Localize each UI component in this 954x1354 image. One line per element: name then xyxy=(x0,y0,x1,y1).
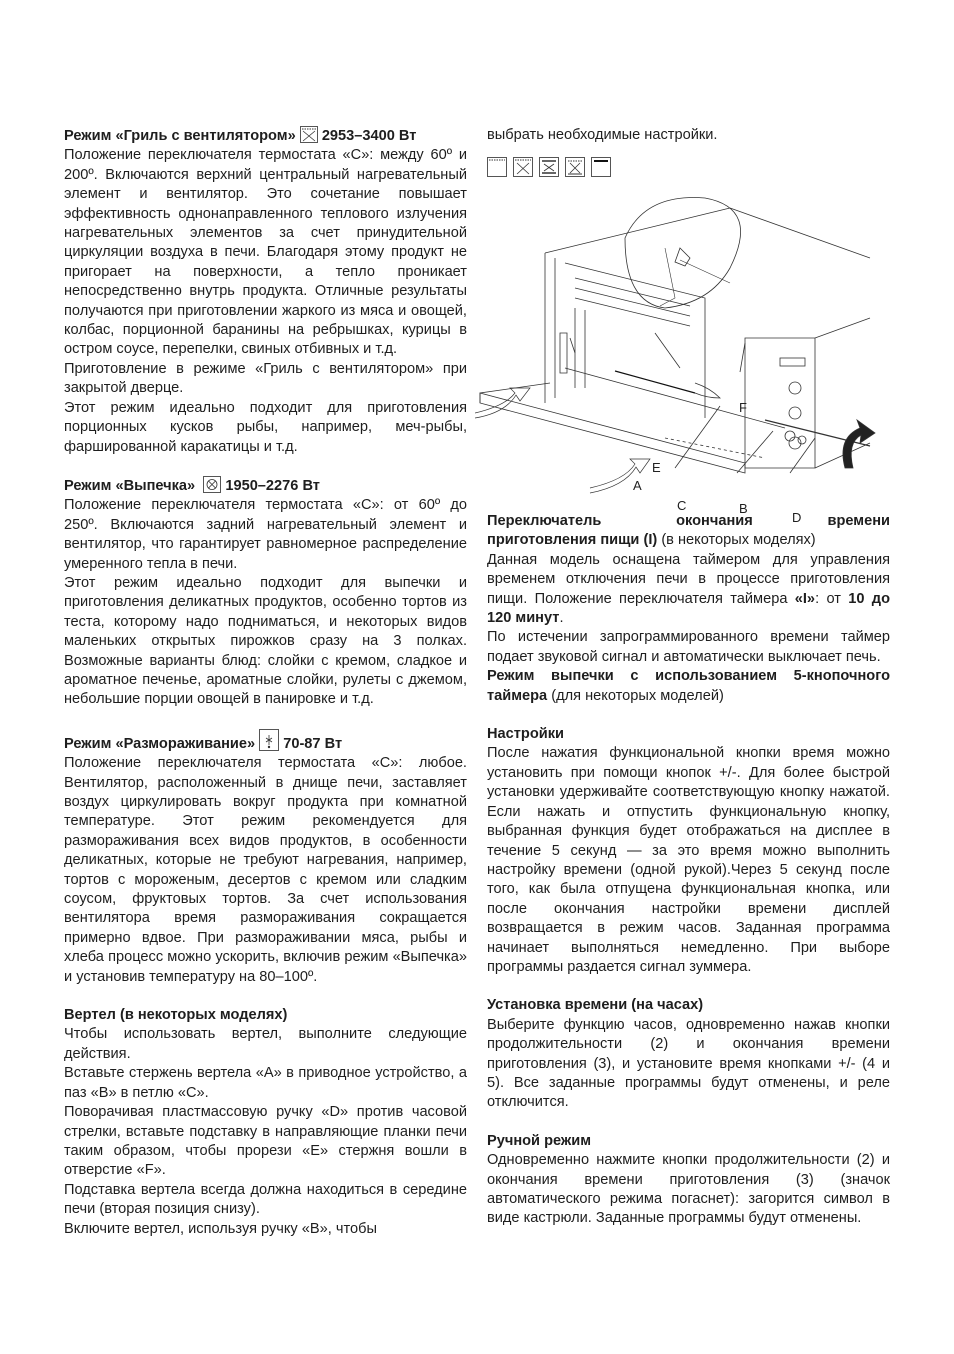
settings-heading: Настройки xyxy=(487,726,564,743)
left-column xyxy=(64,126,467,1239)
settings-text: После нажатия функциональной кнопки время можно установить при помощи кнопок +/-. Для более быстрой установки удерживайте соответствующую кнопку нажатой. Если нажать и отпустить функциональную кнопку, выбранная функция будет отображаться на дисплее в течение 5 секунд — за это время можно выполнить настройку времени (одной рукой).Через 5 секунд после того, как была отпущена функциональная кнопка, или после окончания настройки времени дисплей возвращается в режим часов. Заданная программа начинает выполняться немедленно. При выборе программы раздается сигнал зуммера. xyxy=(487,745,890,975)
baking-heading: Режим «Выпечка» 1950–2276 Вт xyxy=(64,477,320,494)
fan-grill-mode-icon xyxy=(513,157,533,177)
continuation-text: выбрать необходимые настройки. xyxy=(487,127,718,143)
label-F: F xyxy=(739,400,747,415)
bake-timer-heading: Режим выпечки с использованием 5-кнопочного таймера (для некоторых моделей) xyxy=(487,668,890,704)
timer-heading-line-1: Переключатель окончания времени xyxy=(487,513,890,529)
label-B: B xyxy=(739,501,748,516)
fan-bake-icon xyxy=(203,476,221,493)
rotisserie-text-3: Поворачивая пластмассовую ручку «D» против часовой стрелки, вставьте подставку в направляющие планки печи таким образом, чтобы прорези «E» стержня вошли в отверстие «F». xyxy=(64,1104,467,1179)
mode-icons-row xyxy=(487,157,890,183)
baking-text-2: Этот режим идеально подходит для выпечки и приготовления деликатных продуктов, особенно тортов из теста, которому надо подниматься, и некоторых видов маленьких открытых пирожков сразу на 3 полках. Возможные варианты блюд: слойки с кремом, сладкое и ароматное печенье, ароматные слойки, рулеты с джемом, небольшие порции овощей в панировке и т.д. xyxy=(64,574,467,708)
baking-text-1: Положение переключателя термостата «C»: от 60º до 250º. Включаются задний нагревательный элемент и вентилятор, что гарантирует равномерное распределение умеренного тепла в печи. xyxy=(64,497,467,572)
fan-grill-text-2: Приготовление в режиме «Гриль с вентилятором» при закрытой дверце. xyxy=(64,360,467,397)
clock-text: Выберите функцию часов, одновременно нажав кнопки продолжительности (2) и окончания времени приготовления (3), и установите время кнопками +/- (4 и 5). Все заданные программы будут отменены, и реле отключится. xyxy=(487,1016,890,1111)
timer-heading-line-2: приготовления пищи (I) (в некоторых моделях) xyxy=(487,532,816,549)
label-E: E xyxy=(652,460,661,475)
top-heat-icon xyxy=(487,157,507,177)
fan-grill-heading: Режим «Гриль с вентилятором» 2953–3400 Вт xyxy=(64,128,417,144)
rotisserie-diagram xyxy=(475,188,878,528)
grill-icon xyxy=(591,157,611,177)
fan-bottom-heat-icon xyxy=(565,157,585,177)
timer-text-1: Данная модель оснащена таймером для управления временем отключения печи в процессе приготовления пищи. Положение переключателя таймера «I»: от 10 до 120 минут. xyxy=(487,551,890,627)
rotisserie-heading: Вертел (в некоторых моделях) xyxy=(64,1007,288,1024)
bottom-top-heat-icon xyxy=(539,157,559,177)
defrost-text: Положение переключателя термостата «C»: любое. Вентилятор, расположенный в днище печи, заставляет воздух циркулировать вокруг продукта при комнатной температуре. Этот режим рекомендуется для размораживания всех видов продуктов, в особенности деликатных, которые не требуют нагревания, например, тортов с мороженым, десертов с кремом или сладким соусом, фруктовых тортов. За счет использования вентилятора время размораживания сокращается примерно вдвое. При размораживании мяса, рыбы и хлеба процесс можно ускорить, включив режим «Выпечка» и установив температуру на 80–100º. xyxy=(64,755,467,985)
defrost-icon xyxy=(259,729,279,751)
timer-text-2: По истечении запрограммированного времени таймер подает звуковой сигнал и автоматически выключает печь. xyxy=(487,629,890,665)
label-D: D xyxy=(792,510,802,525)
rotisserie-text-1: Чтобы использовать вертел, выполните следующие действия. xyxy=(64,1026,467,1062)
defrost-heading: Режим «Размораживание» 70-87 Вт xyxy=(64,729,467,754)
rotisserie-text-4: Подставка вертела всегда должна находиться в середине печи (вторая позиция снизу). xyxy=(64,1181,467,1218)
label-C: C xyxy=(677,498,687,513)
manual-text: Одновременно нажмите кнопки продолжительности (2) и окончания времени приготовления (3) (значок автоматического режима погаснет): загорится символ в виде кастрюли. Заданные программы будут отменены. xyxy=(487,1152,890,1227)
right-column-bottom xyxy=(487,512,890,1229)
fan-grill-text-3: Этот режим идеально подходит для приготовления порционных кусков рыбы, например, меч-рыбы, фаршированной каракатицы и т.д. xyxy=(64,399,467,455)
label-A: A xyxy=(633,478,642,493)
rotisserie-text-5: Включите вертел, используя ручку «B», чтобы xyxy=(64,1220,377,1237)
fan-grill-icon xyxy=(300,126,318,143)
clock-heading: Установка времени (на часах) xyxy=(487,997,704,1014)
fan-grill-text-1: Положение переключателя термостата «C»: между 60º и 200º. Включаются верхний центральный нагревательный элемент и вентилятор. Это сочетание повышает эффективность однонаправленного теплового излучения нагревательных элементов за счет принудительной циркуляции воздуха в печи. Благодаря этому продукт не пригорает на поверхности, а тепло проникает непосредственно внутрь продукта. Отличные результаты получаются при приготовлении жаркого из мяса и овощей, колбас, порционной баранины на ребрышках, курицы в остром соусе, перепелки, свиных отбивных и т.д. xyxy=(64,147,467,358)
rotisserie-text-2: Вставьте стержень вертела «A» в приводное устройство, а паз «B» в петлю «C». xyxy=(64,1065,467,1101)
manual-heading: Ручной режим xyxy=(487,1132,592,1149)
